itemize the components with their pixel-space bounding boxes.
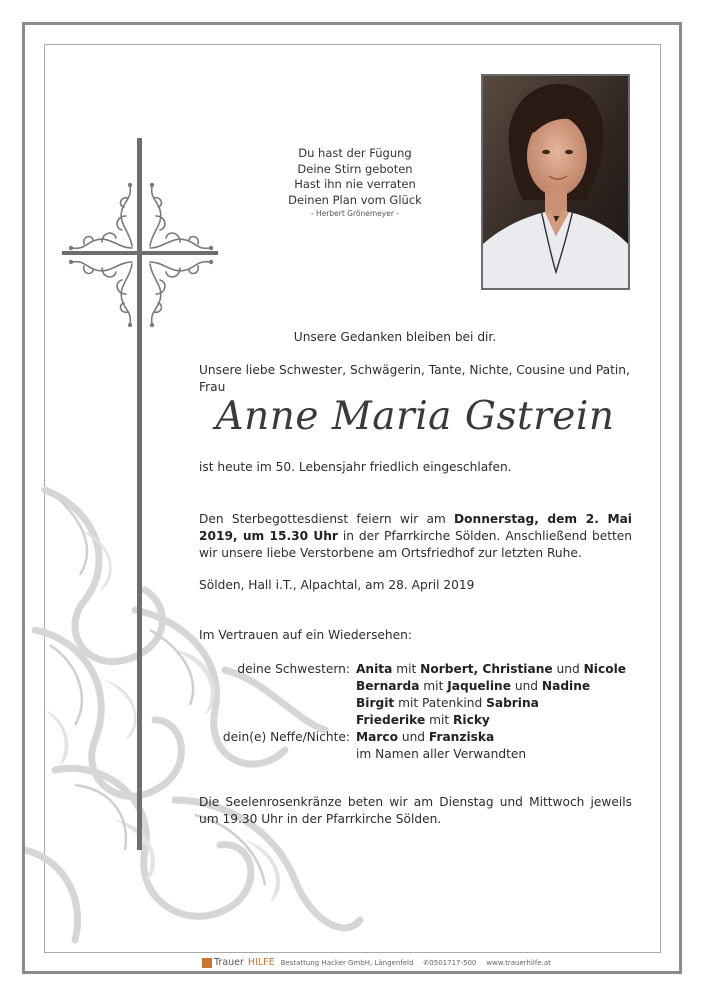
mourner-row bbox=[199, 746, 632, 763]
deceased-name: Anne Maria Gstrein bbox=[215, 394, 615, 439]
mourner-name: Norbert, Christiane bbox=[420, 662, 553, 676]
mourner-name: Friederike bbox=[356, 713, 426, 727]
mourner-connector: mit bbox=[425, 713, 454, 727]
mourner-connector: mit Patenkind bbox=[394, 696, 487, 710]
passing-statement: ist heute im 50. Lebensjahr friedlich eingeschlafen. bbox=[199, 460, 512, 474]
footer-company: Bestattung Hacker GmbH, Längenfeld bbox=[280, 959, 414, 967]
mourner-row bbox=[199, 661, 632, 678]
mourner-name: Marco bbox=[356, 730, 398, 744]
portrait-image bbox=[483, 76, 628, 288]
mourner-name: Jaqueline bbox=[447, 679, 511, 693]
mourner-row bbox=[199, 695, 632, 712]
mourner-connector: mit bbox=[392, 662, 421, 676]
footer-web: www.trauerhilfe.at bbox=[486, 959, 551, 967]
mourner-connector: und bbox=[552, 662, 584, 676]
mourner-group-label: deine Schwestern: bbox=[237, 662, 350, 676]
service-text: Den Sterbegottesdienst feiern wir am bbox=[199, 512, 455, 526]
mourner-name: Sabrina bbox=[486, 696, 539, 710]
mourner-connector: und bbox=[510, 679, 542, 693]
reunion-line: Im Vertrauen auf ein Wiedersehen: bbox=[199, 628, 412, 642]
mourner-names bbox=[356, 678, 590, 695]
poem-attribution: - Herbert Grönemeyer - bbox=[310, 209, 400, 218]
mourner-group-label: dein(e) Neffe/Nichte: bbox=[222, 730, 350, 744]
trauerhilfe-logo-icon bbox=[202, 958, 212, 968]
mourner-connector: mit bbox=[419, 679, 448, 693]
mourner-names bbox=[356, 695, 539, 712]
mourner-name: Anita bbox=[356, 662, 393, 676]
mourner-name: Bernarda bbox=[356, 679, 420, 693]
portrait-photo bbox=[481, 74, 630, 290]
funeral-service-info bbox=[199, 511, 632, 562]
footer-brand: Trauer bbox=[214, 957, 244, 968]
mourner-name: Birgit bbox=[356, 696, 395, 710]
poem-line: Deine Stirn geboten bbox=[297, 161, 413, 176]
footer-brand-accent: HILFE bbox=[247, 957, 275, 968]
mourner-row bbox=[199, 678, 632, 695]
mourner-name: Ricky bbox=[453, 713, 490, 727]
mourner-names bbox=[356, 712, 490, 729]
poem-quote bbox=[255, 146, 455, 220]
mourners-list bbox=[199, 661, 632, 763]
intro-line: Unsere liebe Schwester, Schwägerin, Tante, Nichte, Cousine und Patin, Frau bbox=[199, 363, 630, 394]
mourner-name: Nicole bbox=[583, 662, 627, 676]
poem-line: Deinen Plan vom Glück bbox=[288, 192, 422, 207]
mourner-names bbox=[356, 661, 626, 678]
rosary-prayer-info: Die Seelenrosenkränze beten wir am Dienstag und Mittwoch jeweils um 19.30 Uhr in der Pfarrkirche Sölden. bbox=[199, 795, 632, 826]
service-text: in der Pfarrkirche Sölden. Anschließend betten wir unsere liebe Verstorbene am Ortsfriedhof zur letzten Ruhe. bbox=[199, 529, 633, 560]
place-and-date: Sölden, Hall i.T., Alpachtal, am 28. April 2019 bbox=[199, 578, 475, 592]
service-date-time: Donnerstag, dem 2. Mai 2019, um 15.30 Uhr bbox=[199, 512, 632, 543]
mourner-name: Franziska bbox=[428, 730, 495, 744]
footer-phone: ✆0501717-500 bbox=[423, 959, 477, 967]
closing-thoughts: Unsere Gedanken bleiben bei dir. bbox=[293, 330, 497, 344]
memorial-cross bbox=[60, 136, 222, 852]
footer-imprint bbox=[202, 955, 551, 971]
mourner-row bbox=[199, 729, 632, 746]
mourners-closing: im Namen aller Verwandten bbox=[356, 747, 527, 761]
mourner-connector: und bbox=[397, 730, 429, 744]
poem-line: Hast ihn nie verraten bbox=[294, 177, 416, 191]
cross-flourish-ornament bbox=[60, 176, 222, 336]
mourner-names bbox=[356, 729, 494, 746]
mourner-name: Nadine bbox=[541, 679, 591, 693]
mourner-row bbox=[199, 712, 632, 729]
poem-line: Du hast der Fügung bbox=[298, 146, 412, 160]
